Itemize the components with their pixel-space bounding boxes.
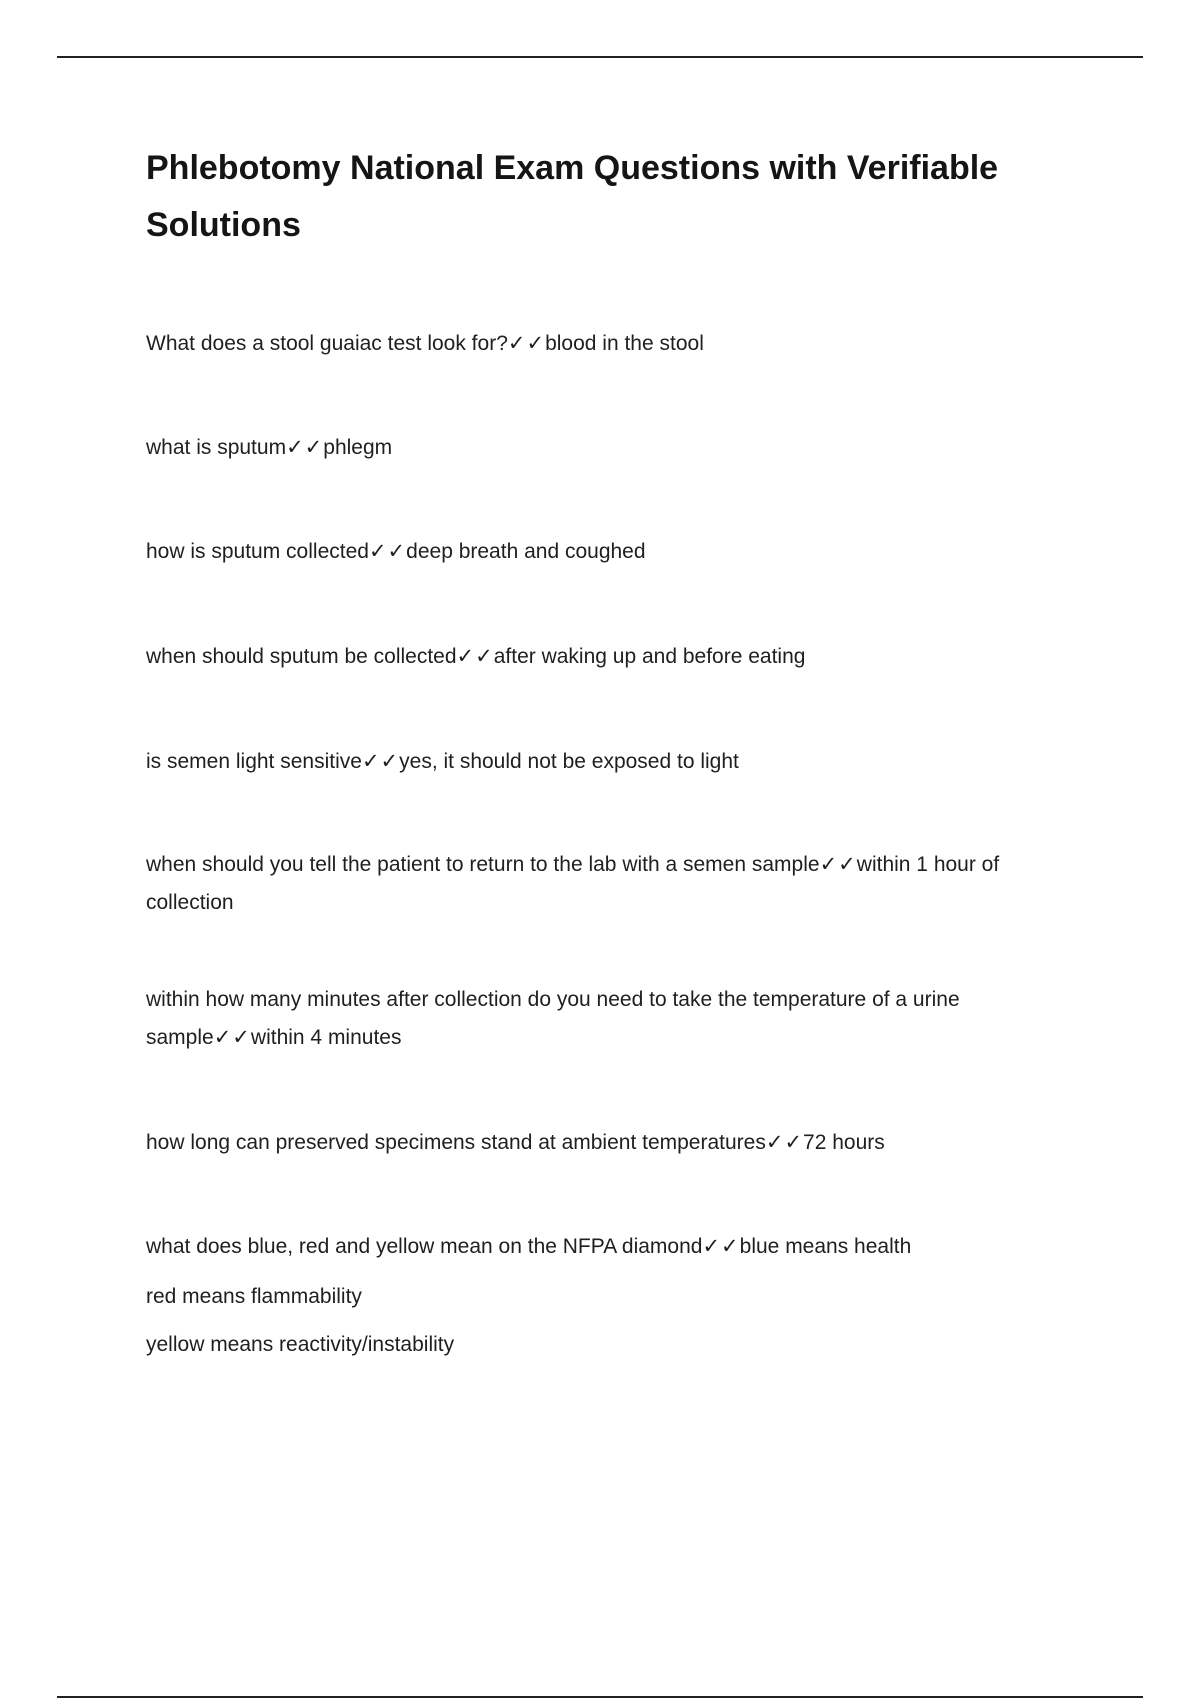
- question-text: is semen light sensitive: [146, 750, 362, 773]
- checkmark-separator: ✓✓: [765, 1131, 804, 1154]
- answer-text: blue means health: [739, 1235, 912, 1258]
- answer-text: within 4 minutes: [250, 1026, 402, 1049]
- checkmark-separator: ✓✓: [819, 853, 857, 876]
- checkmark-separator: ✓✓: [361, 750, 400, 773]
- answer-text: yes, it should not be exposed to light: [399, 750, 739, 773]
- answer-text: phlegm: [323, 436, 393, 459]
- checkmark-separator: ✓✓: [286, 436, 324, 459]
- qa-item: [146, 429, 1086, 467]
- answer-extra-line: red means flammability: [146, 1285, 362, 1308]
- question-text: what does blue, red and yellow mean on the NFPA diamond: [146, 1235, 703, 1258]
- checkmark-separator: ✓✓: [213, 1026, 251, 1049]
- question-text: within how many minutes after collection do you need to take the temperature of a urine sample: [146, 988, 960, 1049]
- checkmark-separator: ✓✓: [702, 1235, 740, 1258]
- qa-item: [146, 533, 1086, 571]
- document-title: Phlebotomy National Exam Questions with Verifiable Solutions: [146, 149, 999, 244]
- question-text: when should sputum be collected: [146, 645, 457, 668]
- answer-text: blood in the stool: [545, 332, 704, 355]
- qa-item: [146, 325, 1086, 363]
- question-text: how is sputum collected: [146, 540, 369, 563]
- answer-text: deep breath and coughed: [406, 540, 646, 563]
- question-text: when should you tell the patient to return to the lab with a semen sample: [146, 853, 820, 876]
- checkmark-separator: ✓✓: [456, 645, 494, 668]
- answer-extra-line: yellow means reactivity/instability: [146, 1333, 455, 1356]
- answer-text: 72 hours: [803, 1131, 885, 1154]
- qa-item: [146, 1124, 1086, 1162]
- qa-item: [146, 743, 1086, 781]
- question-text: what is sputum: [146, 436, 287, 459]
- answer-text: within 1 hour of collection: [146, 853, 1000, 914]
- question-text: how long can preserved specimens stand at ambient temperatures: [146, 1131, 766, 1154]
- question-text: What does a stool guaiac test look for?: [146, 332, 508, 355]
- qa-item: [146, 638, 1086, 676]
- checkmark-separator: ✓✓: [368, 540, 407, 563]
- answer-text: after waking up and before eating: [493, 645, 806, 668]
- top-rule: [57, 56, 1143, 58]
- qa-item: [146, 1228, 1086, 1364]
- qa-item: [146, 846, 1086, 922]
- qa-item: [146, 981, 1086, 1057]
- bottom-rule: [57, 1696, 1143, 1698]
- checkmark-separator: ✓✓: [507, 332, 546, 355]
